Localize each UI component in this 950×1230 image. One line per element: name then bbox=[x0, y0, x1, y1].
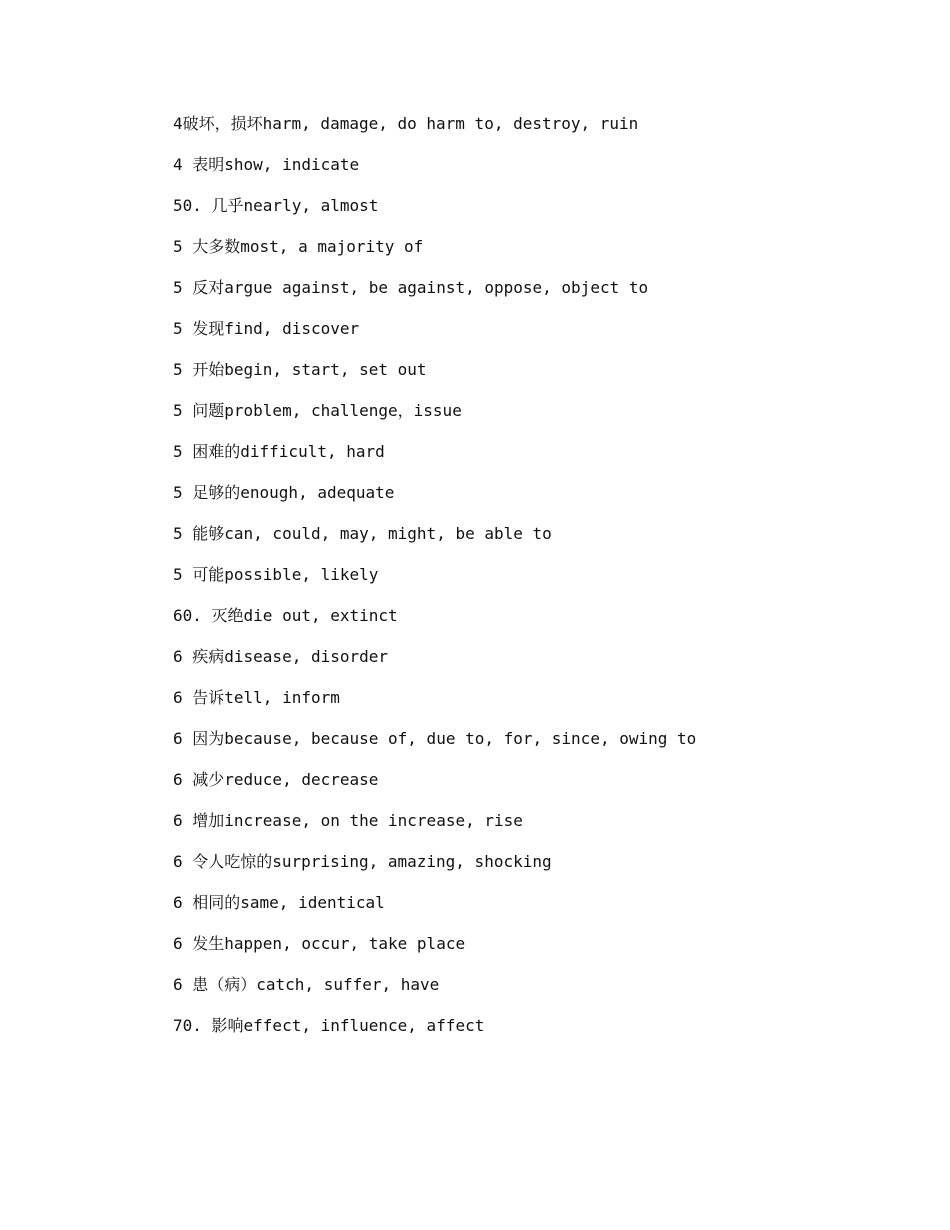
entry-text: 6 减少reduce, decrease bbox=[173, 770, 379, 789]
vocabulary-entry bbox=[173, 769, 873, 810]
entry-text: 6 令人吃惊的surprising, amazing, shocking bbox=[173, 852, 552, 871]
entry-text: 5 可能possible, likely bbox=[173, 565, 379, 584]
entry-text: 6 患（病）catch, suffer, have bbox=[173, 975, 440, 994]
vocabulary-entry bbox=[173, 605, 873, 646]
vocabulary-entry bbox=[173, 646, 873, 687]
vocabulary-entry bbox=[173, 687, 873, 728]
vocabulary-entry bbox=[173, 933, 873, 974]
entry-text: 50. 几乎nearly, almost bbox=[173, 196, 379, 215]
vocabulary-entry bbox=[173, 1015, 873, 1056]
vocabulary-entry bbox=[173, 441, 873, 482]
entry-text: 6 发生happen, occur, take place bbox=[173, 934, 466, 953]
entry-text: 60. 灭绝die out, extinct bbox=[173, 606, 398, 625]
entry-text: 6 疾病disease, disorder bbox=[173, 647, 389, 666]
vocabulary-entry bbox=[173, 195, 873, 236]
entry-text: 5 能够can, could, may, might, be able to bbox=[173, 524, 552, 543]
entry-text: 5 大多数most, a majority of bbox=[173, 237, 424, 256]
entry-text: 5 发现find, discover bbox=[173, 319, 360, 338]
vocabulary-entry bbox=[173, 523, 873, 564]
vocabulary-entry bbox=[173, 154, 873, 195]
entry-text: 6 增加increase, on the increase, rise bbox=[173, 811, 523, 830]
vocabulary-list bbox=[173, 113, 873, 1056]
vocabulary-entry bbox=[173, 728, 873, 769]
entry-text: 5 足够的enough, adequate bbox=[173, 483, 395, 502]
vocabulary-entry bbox=[173, 236, 873, 277]
vocabulary-entry bbox=[173, 482, 873, 523]
vocabulary-entry bbox=[173, 400, 873, 441]
vocabulary-entry bbox=[173, 892, 873, 933]
entry-text: 6 因为because, because of, due to, for, since, owing to bbox=[173, 729, 697, 748]
vocabulary-entry bbox=[173, 564, 873, 605]
vocabulary-entry bbox=[173, 851, 873, 892]
vocabulary-entry bbox=[173, 113, 873, 154]
entry-text: 6 告诉tell, inform bbox=[173, 688, 340, 707]
entry-text: 6 相同的same, identical bbox=[173, 893, 385, 912]
entry-text: 5 反对argue against, be against, oppose, object to bbox=[173, 278, 649, 297]
entry-text: 70. 影响effect, influence, affect bbox=[173, 1016, 485, 1035]
vocabulary-entry bbox=[173, 359, 873, 400]
vocabulary-entry bbox=[173, 318, 873, 359]
vocabulary-entry bbox=[173, 974, 873, 1015]
vocabulary-entry bbox=[173, 810, 873, 851]
entry-text: 4 表明show, indicate bbox=[173, 155, 360, 174]
vocabulary-entry bbox=[173, 277, 873, 318]
entry-text: 5 问题problem, challenge，issue bbox=[173, 401, 462, 420]
entry-text: 5 困难的difficult, hard bbox=[173, 442, 385, 461]
entry-text: 4破坏，损坏harm, damage, do harm to, destroy, ruin bbox=[173, 114, 639, 133]
entry-text: 5 开始begin, start, set out bbox=[173, 360, 427, 379]
